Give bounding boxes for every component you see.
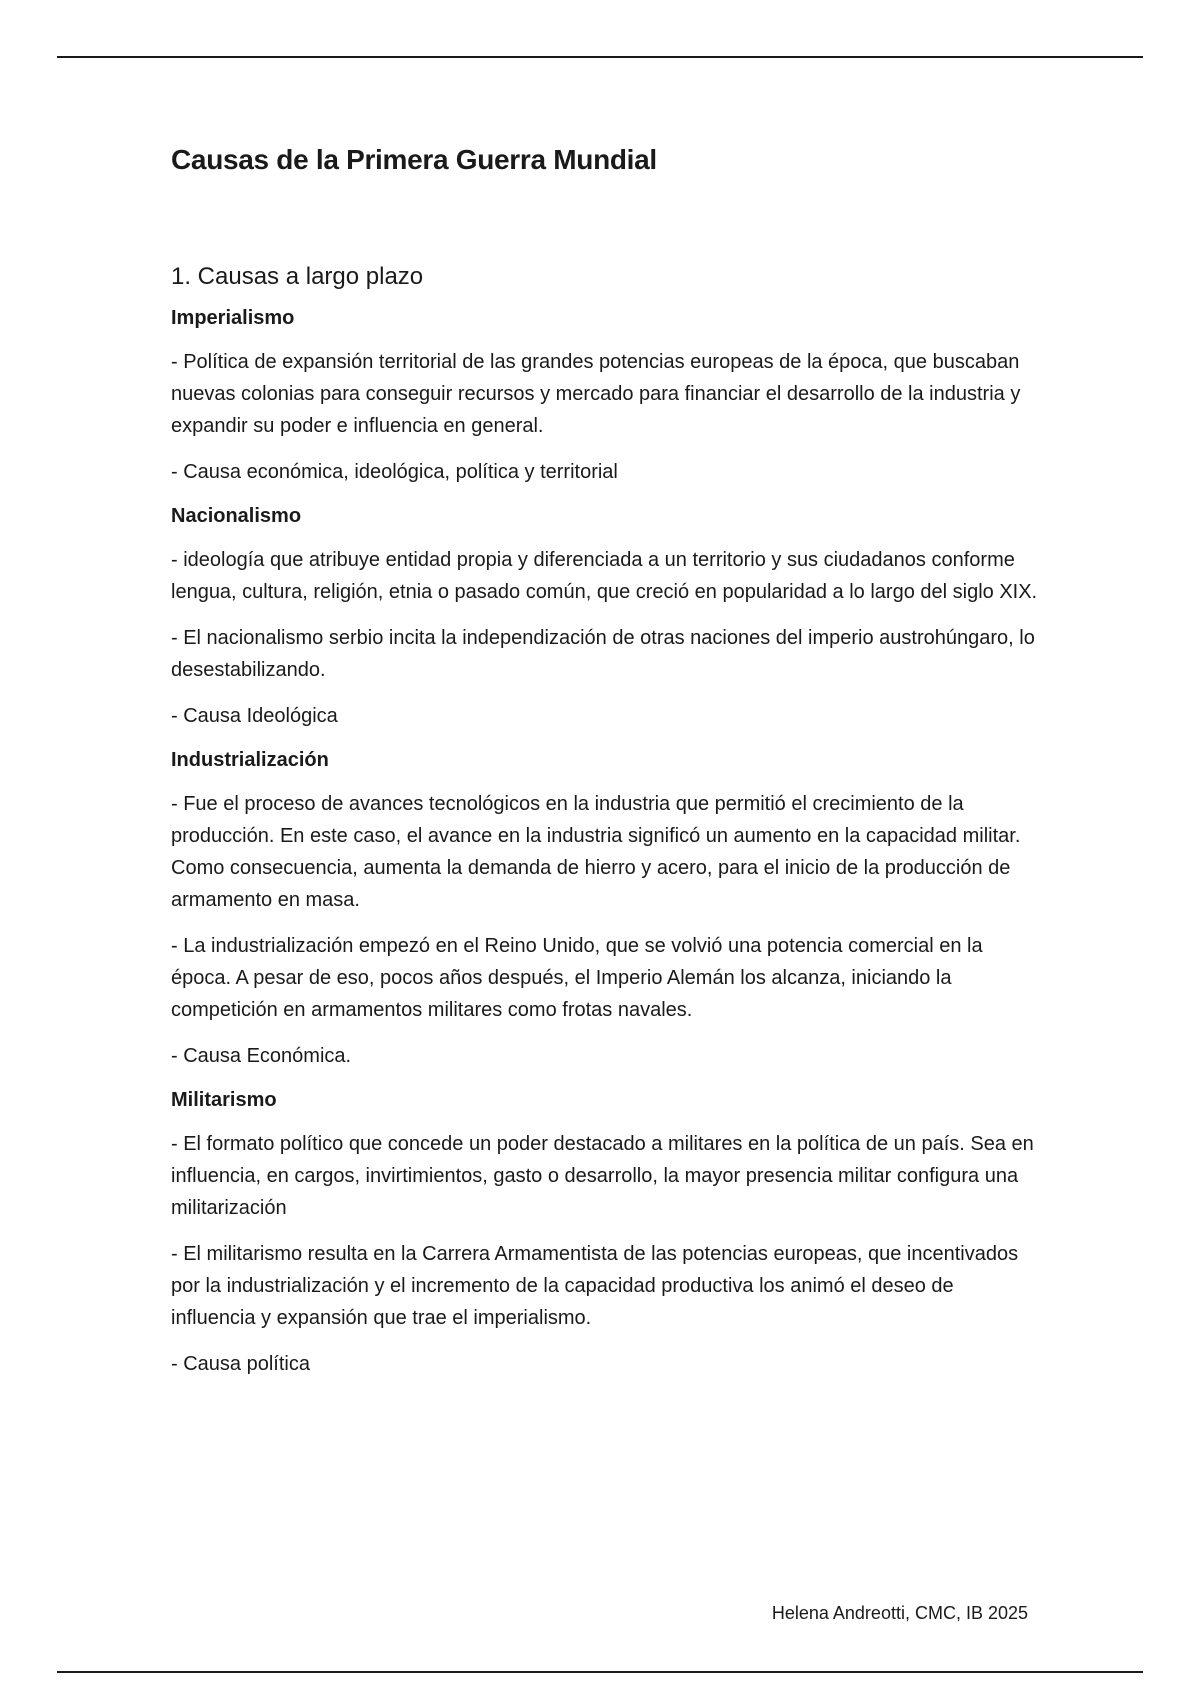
cause-paragraph: - Causa Ideológica — [171, 705, 338, 727]
footer-author: Helena Andreotti, CMC, IB 2025 — [771, 1603, 1028, 1623]
cause-paragraph: - El militarismo resulta en la Carrera Armamentista de las potencias europeas, que incentivados por la industrialización y el incremento de la capacidad productiva los animó el deseo de influencia y expansión que trae el imperialismo. — [171, 1243, 1019, 1329]
cause-heading: Industrialización — [171, 749, 329, 771]
cause-heading: Militarismo — [171, 1089, 277, 1111]
cause-paragraph: - El nacionalismo serbio incita la independización de otras naciones del imperio austrohúngaro, lo desestabilizando. — [171, 627, 1035, 681]
cause-section — [171, 1086, 1041, 1380]
document-body — [171, 140, 1041, 1394]
cause-heading: Imperialismo — [171, 307, 295, 329]
cause-paragraph: - Causa económica, ideológica, política y territorial — [171, 461, 618, 483]
bottom-divider — [57, 1671, 1143, 1673]
sections-container — [171, 304, 1041, 1380]
cause-paragraph: - Fue el proceso de avances tecnológicos en la industria que permitió el crecimiento de la producción. En este caso, el avance en la industria significó un aumento en la capacidad militar. Como consecuencia, aumenta la demanda de hierro y acero, para el inicio de la producción de armamento en masa. — [171, 793, 1021, 911]
cause-paragraph: - La industrialización empezó en el Reino Unido, que se volvió una potencia comercial en la época. A pesar de eso, pocos años después, el Imperio Alemán los alcanza, iniciando la competición en armamentos militares como frotas navales. — [171, 935, 983, 1021]
cause-paragraph: - El formato político que concede un poder destacado a militares en la política de un país. Sea en influencia, en cargos, invirtimientos, gasto o desarrollo, la mayor presencia militar configura una militarización — [171, 1133, 1034, 1219]
document-title: Causas de la Primera Guerra Mundial — [171, 144, 657, 175]
cause-paragraph: - Causa política — [171, 1353, 310, 1375]
cause-paragraph: - Política de expansión territorial de las grandes potencias europeas de la época, que buscaban nuevas colonias para conseguir recursos y mercado para financiar el desarrollo de la industria y expandir su poder e influencia en general. — [171, 351, 1021, 437]
cause-section — [171, 746, 1041, 1072]
cause-section — [171, 502, 1041, 732]
cause-paragraph: - Causa Económica. — [171, 1045, 352, 1067]
cause-section — [171, 304, 1041, 488]
section-heading: 1. Causas a largo plazo — [171, 263, 424, 290]
top-divider — [57, 56, 1143, 58]
cause-heading: Nacionalismo — [171, 505, 302, 527]
cause-paragraph: - ideología que atribuye entidad propia y diferenciada a un territorio y sus ciudadanos conforme lengua, cultura, religión, etnia o pasado común, que creció en popularidad a lo largo del siglo XIX. — [171, 549, 1038, 603]
